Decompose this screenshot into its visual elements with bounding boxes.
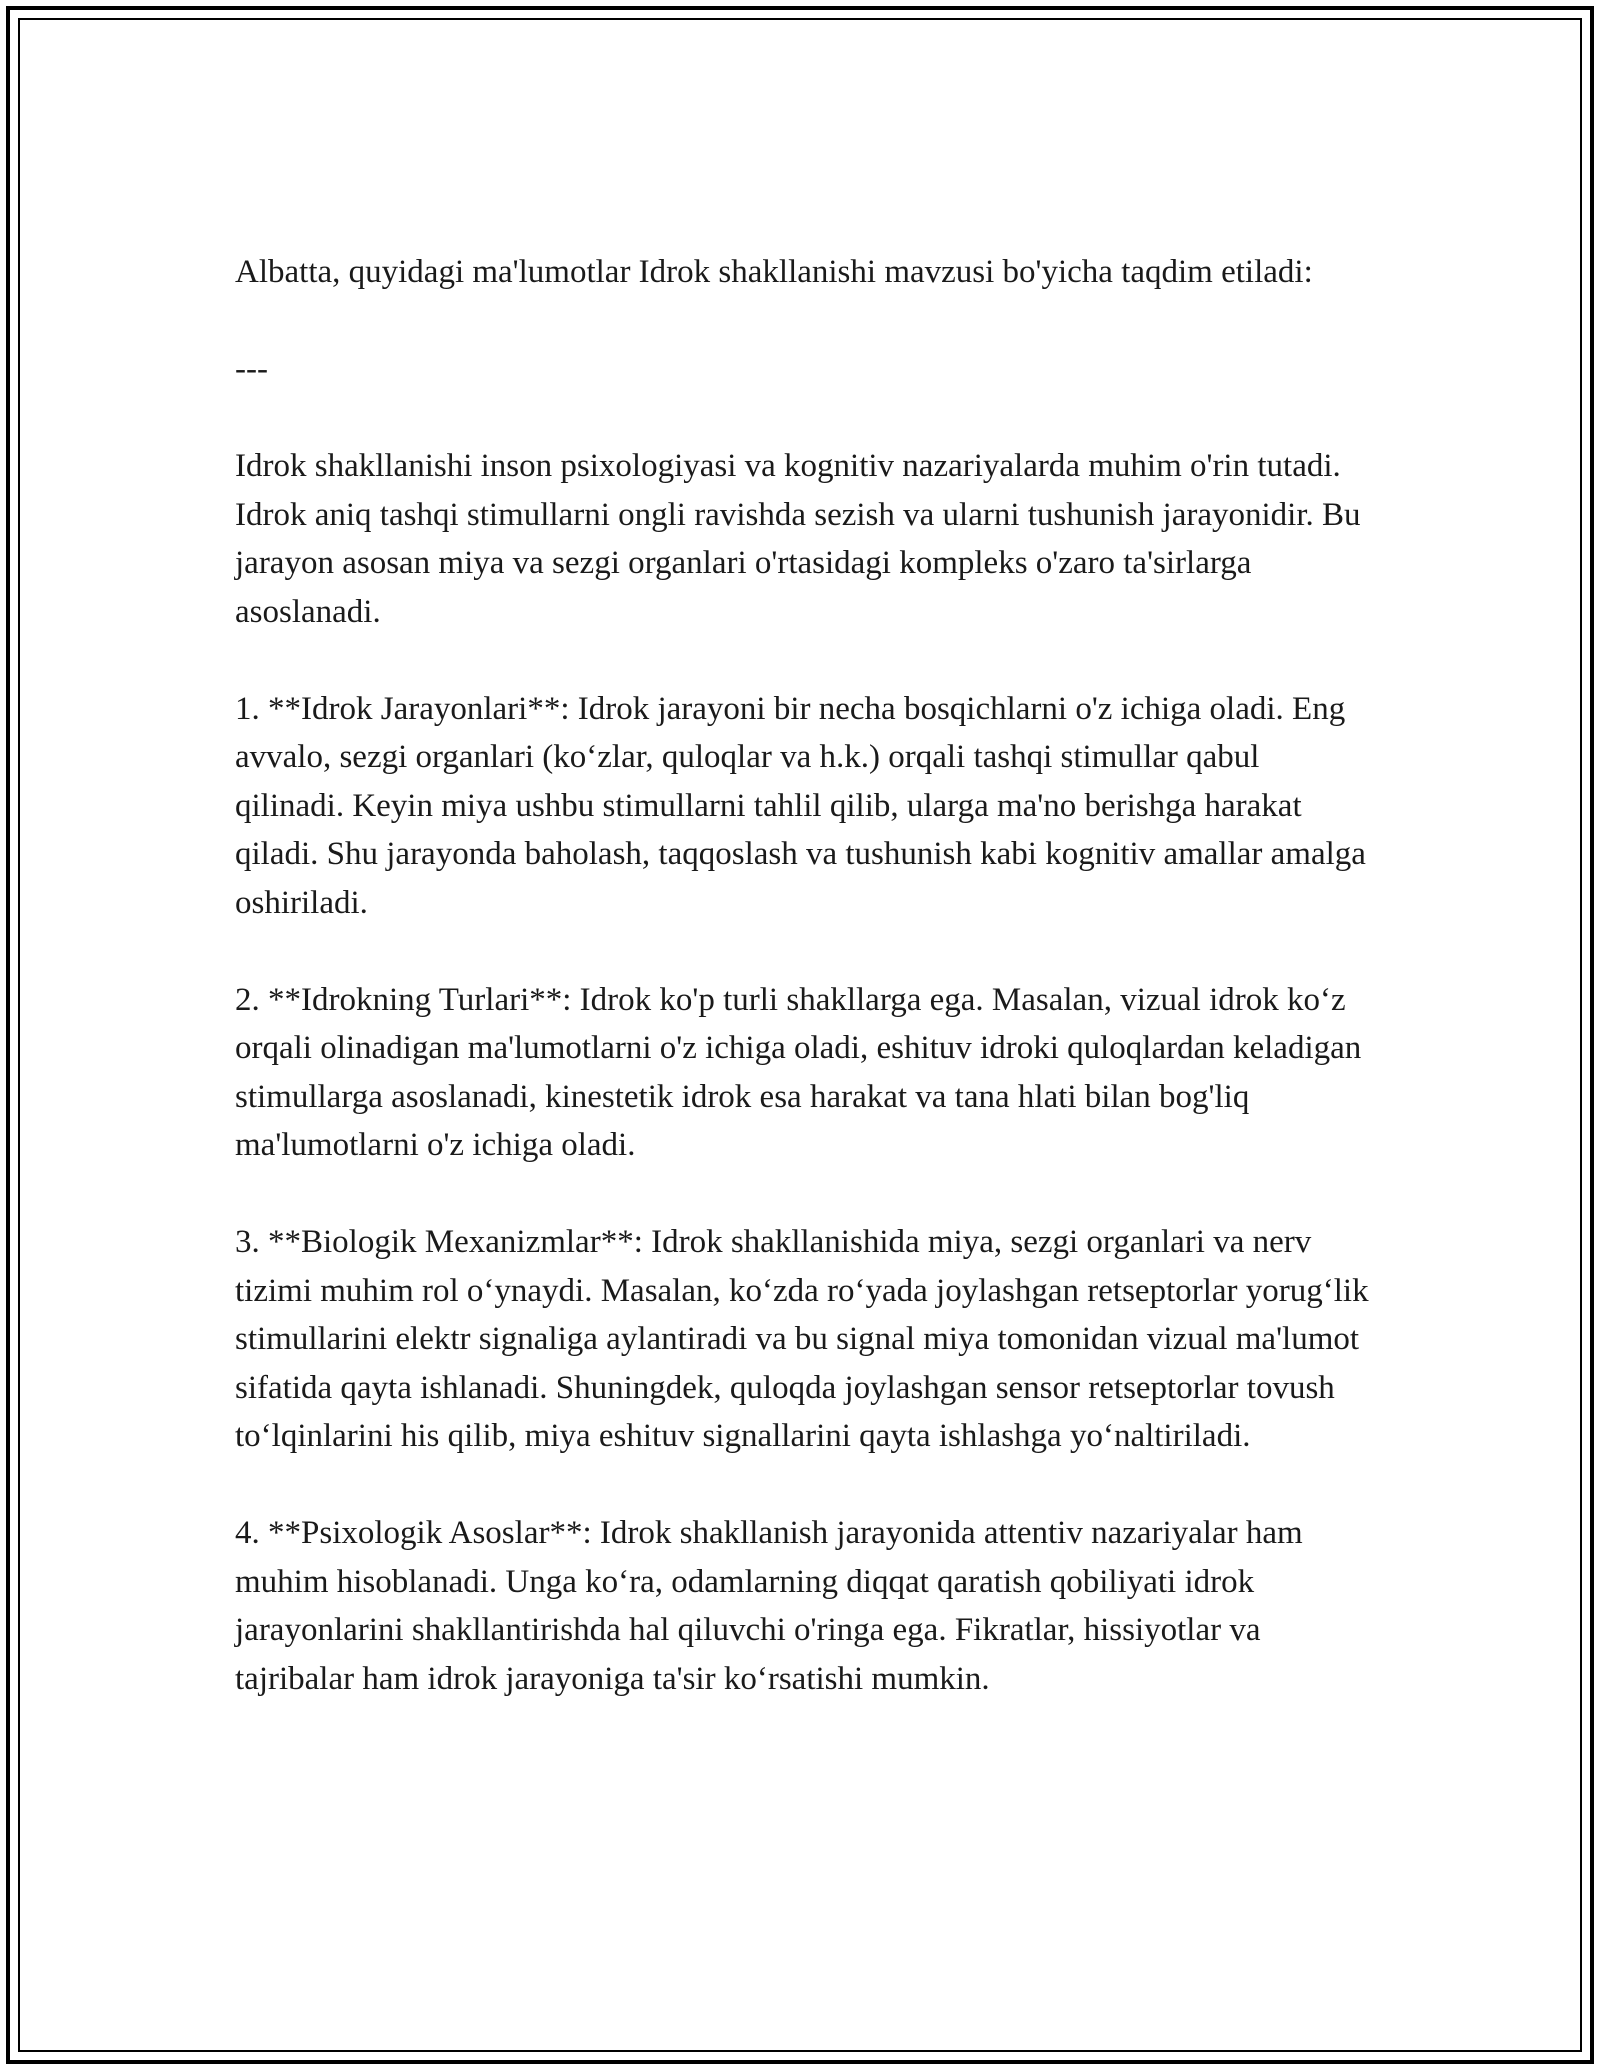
list-item-biologik-mexanizmlar: 3. **Biologik Mexanizmlar**: Idrok shakllanishida miya, sezgi organlari va nerv tizimi muhim rol o‘ynaydi. Masalan, ko‘zda ro‘yada joylashgan retseptorlar yorug‘lik stimullarini elektr signaliga aylantiradi va bu signal miya tomonidan vizual ma'lumot sifatida qayta ishlanadi. Shuningdek, quloqda joylashgan sensor retseptorlar tovush to‘lqinlarini his qilib, miya eshituv signallarini qayta ishlashga yo‘naltiriladi. <box>235 1224 1369 1454</box>
list-item-psixologik-asoslar: 4. **Psixologik Asoslar**: Idrok shakllanish jarayonida attentiv nazariyalar ham muhim hisoblanadi. Unga ko‘ra, odamlarning diqqat qaratish qobiliyati idrok jarayonlarini shakllantirishda hal qiluvchi o'ringa ega. Fikratlar, hissiyotlar va tajribalar ham idrok jarayoniga ta'sir ko‘rsatishi mumkin. <box>235 1515 1303 1697</box>
list-item-idrokning-turlari: 2. **Idrokning Turlari**: Idrok ko'p turli shakllarga ega. Masalan, vizual idrok ko‘z orqali olinadigan ma'lumotlarni o'z ichiga oladi, eshituv idroki quloqlardan keladigan stimullarga asoslanadi, kinestetik idrok esa harakat va tana hlati bilan bog'liq ma'lumotlarni o'z ichiga oladi. <box>235 981 1362 1163</box>
main-paragraph: Idrok shakllanishi inson psixologiyasi va kognitiv nazariyalarda muhim o'rin tutadi. Idrok aniq tashqi stimullarni ongli ravishda sezish va ularni tushunish jarayonidir. Bu jarayon asosan miya va sezgi organlari o'rtasidagi kompleks o'zaro ta'sirlarga asoslanadi. <box>235 448 1361 630</box>
separator: --- <box>235 351 268 387</box>
intro-paragraph: Albatta, quyidagi ma'lumotlar Idrok shakllanishi mavzusi bo'yicha taqdim etiladi: <box>235 254 1313 290</box>
document-body <box>235 248 1375 1703</box>
list-item-idrok-jarayonlari: 1. **Idrok Jarayonlari**: Idrok jarayoni bir necha bosqichlarni o'z ichiga oladi. Eng avvalo, sezgi organlari (ko‘zlar, quloqlar va h.k.) orqali tashqi stimullar qabul qilinadi. Keyin miya ushbu stimullarni tahlil qilib, ularga ma'no berishga harakat qiladi. Shu jarayonda baholash, taqqoslash va tushunish kabi kognitiv amallar amalga oshiriladi. <box>235 690 1366 921</box>
